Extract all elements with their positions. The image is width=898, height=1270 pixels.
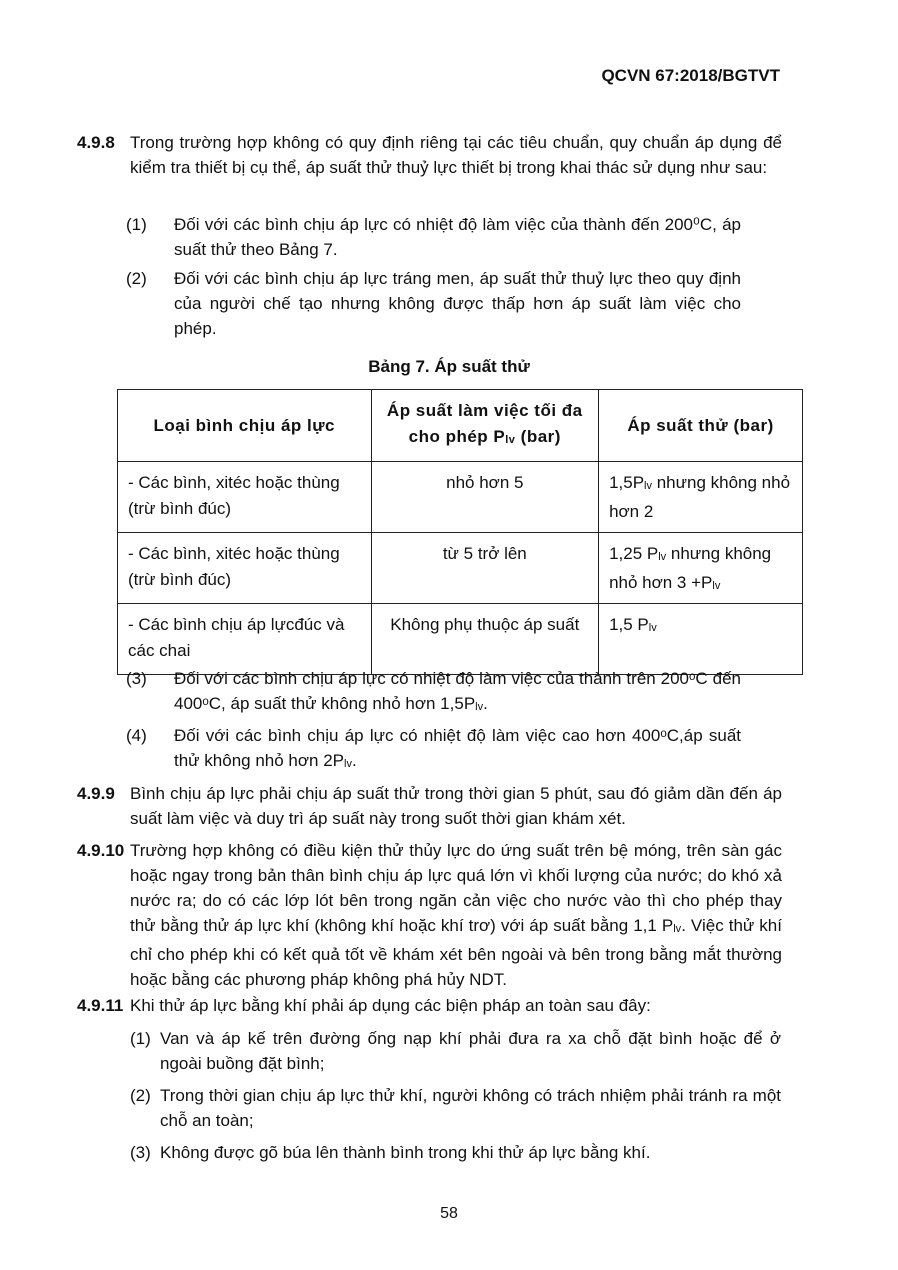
table-cell: Không phụ thuộc áp suất	[371, 604, 599, 675]
table-row	[118, 604, 803, 675]
section-4-9-9	[77, 781, 782, 831]
table-cell: - Các bình, xitéc hoặc thùng (trừ bình đúc)	[118, 462, 372, 533]
table-cell: nhỏ hơn 5	[371, 462, 599, 533]
list-item	[130, 1026, 781, 1076]
list-item-text: Đối với các bình chịu áp lực có nhiệt độ làm việc cao hơn 400ᵒC,áp suất thử không nhỏ hơn $2P_{lv}$.	[174, 726, 741, 770]
list-item-number: (1)	[126, 215, 147, 234]
table-cell: - Các bình chịu áp lựcđúc và các chai	[118, 604, 372, 675]
list-item-number: (3)	[126, 669, 147, 688]
table-header-row	[118, 390, 803, 462]
table-row	[118, 533, 803, 604]
table-cell: 1,25 $P_{lv}$ nhưng không nhỏ hơn $3 +P_{lv}$	[599, 533, 803, 604]
list-item-number: (2)	[126, 269, 147, 288]
list-item	[130, 1083, 781, 1133]
table-caption: Bảng 7. Áp suất thử	[368, 357, 530, 376]
table-header-cell: Loại bình chịu áp lực	[118, 390, 372, 462]
document-code: QCVN 67:2018/BGTVT	[601, 66, 780, 85]
section-4-9-8	[77, 130, 782, 180]
section-text: Bình chịu áp lực phải chịu áp suất thử trong thời gian 5 phút, sau đó giảm dần đến áp suất làm việc và duy trì áp suất này trong suốt thời gian khám xét.	[130, 784, 782, 828]
table-row	[118, 462, 803, 533]
section-number: 4.9.9	[77, 784, 115, 803]
list-item-text: Trong thời gian chịu áp lực thử khí, người không có trách nhiệm phải tránh ra một chỗ an toàn;	[160, 1086, 781, 1130]
section-text: Trong trường hợp không có quy định riêng tại các tiêu chuẩn, quy chuẩn áp dụng để kiểm tra thiết bị cụ thể, áp suất thử thuỷ lực thiết bị trong khai thác sử dụng như sau:	[130, 133, 782, 177]
page-number: 58	[440, 1205, 458, 1222]
list-item-text: Đối với các bình chịu áp lực có nhiệt độ làm việc của thành trên 200ᵒC đến 400ᵒC, áp suất thử không nhỏ hơn $1,5P_{lv}$.	[174, 669, 741, 713]
table-header-cell: Áp suất làm việc tối đa cho phép $P_{lv}$ (bar)	[371, 390, 599, 462]
list-item	[126, 212, 741, 262]
section-number: 4.9.10	[77, 841, 125, 860]
table-cell: từ 5 trở lên	[371, 533, 599, 604]
list-item-text: Van và áp kế trên đường ống nạp khí phải đưa ra xa chỗ đặt bình hoặc để ở ngoài buồng đặt bình;	[160, 1029, 781, 1073]
table-cell: $1,5P_{lv}$ nhưng không nhỏ hơn 2	[599, 462, 803, 533]
list-item	[126, 723, 741, 777]
list-item-number: (3)	[130, 1143, 151, 1162]
list-item-text: Không được gõ búa lên thành bình trong khi thử áp lực bằng khí.	[160, 1143, 651, 1162]
list-item	[130, 1140, 781, 1165]
section-number: 4.9.8	[77, 133, 115, 152]
list-item	[126, 266, 741, 341]
section-number: 4.9.11	[77, 996, 124, 1015]
list-item-text: Đối với các bình chịu áp lực có nhiệt độ làm việc của thành đến 200⁰C, áp suất thử theo Bảng 7.	[174, 215, 741, 259]
section-text: Trường hợp không có điều kiện thử thủy lực do ứng suất trên bệ móng, trên sàn gác hoặc ngay trong bản thân bình chịu áp lực quá lớn vì khối lượng của nước; do khó xả nước ra; do có các lớp lót bên trong ngăn cản việc cho nước vào thì cho phép thay thử bằng thử áp lực khí (không khí hoặc khí trơ) với áp suất bằng 1,1 $P_{lv}$. Việc thử khí chỉ cho phép khi có kết quả tốt về khám xét bên ngoài và bên trong bằng mắt thường hoặc bằng các phương pháp không phá hủy NDT.	[130, 841, 782, 989]
pressure-table	[117, 389, 803, 675]
section-4-9-11	[77, 993, 782, 1018]
table-header-cell: Áp suất thử (bar)	[599, 390, 803, 462]
list-item-text: Đối với các bình chịu áp lực tráng men, áp suất thử thuỷ lực theo quy định của người chế tạo nhưng không được thấp hơn áp suất làm việc cho phép.	[174, 269, 741, 338]
list-item-number: (1)	[130, 1029, 151, 1048]
list-item-number: (4)	[126, 726, 147, 745]
list-item-number: (2)	[130, 1086, 151, 1105]
list-item	[126, 666, 741, 720]
section-4-9-10	[77, 838, 782, 992]
section-text: Khi thử áp lực bằng khí phải áp dụng các biện pháp an toàn sau đây:	[130, 996, 651, 1015]
table-cell: - Các bình, xitéc hoặc thùng (trừ bình đúc)	[118, 533, 372, 604]
table-cell: 1,5 $P_{lv}$	[599, 604, 803, 675]
